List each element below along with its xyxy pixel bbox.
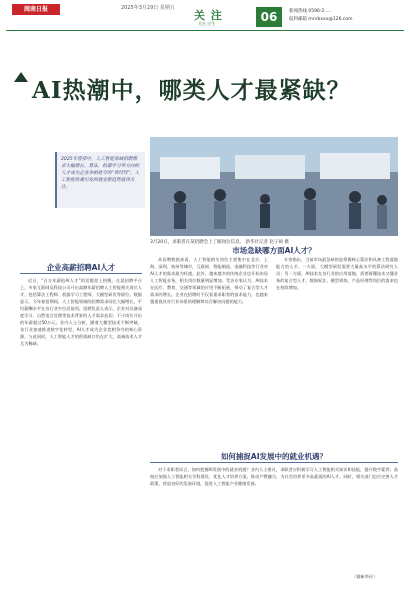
photo-caption: 3月20日，求职者在某招聘会上了解岗位信息。 新华社记者 赵子硕 摄 [150,240,289,245]
section-heading-3: 如何捕捉AI发展中的就业机遇？ [220,452,328,461]
section-heading-3-rule [150,462,398,463]
section-heading-2: 市场急缺哪方面AI人才？ [232,246,316,255]
body-text-4: 对于求职者而言，如何把握AI发展中的就业机遇？业内人士建议，求职者应积极学习人工智能相关知识和技能，提升数字素养；高校应加强人工智能相关学科建设，优化人才培养方案，推动产教融合，为社会培养更多高素质的AI人才。同时，相关部门也应完善人才政策，营造良好的发展环境，促进人工智能产业健康发展。 [150,467,398,486]
lead-summary: 2025年春招中，人工智能领域招聘需求大幅增长。算法、机器学习等方向的人才成为企业争相抢夺的“香饽饽”。人工智能热潮引发的就业新趋势值得关注。 [55,152,145,208]
section-heading-1-rule [20,273,142,274]
contact-info [289,8,353,24]
body-column-3 [276,256,398,451]
body-text-3: 专家指出，当前市场最急缺的是掌握核心算法和具备工程落地能力的人才。一方面，大模型研发需要大量高水平的算法研究人员；另一方面，AI技术在各行业的应用落地，需要既懂技术又懂业务的复合型人才。数据标注、模型训练、产品经理等岗位的需求也在持续增加。 [276,257,398,290]
news-photo [150,137,398,236]
body-column-1 [20,277,142,582]
masthead-rule [6,30,404,31]
body-text-1: 近日，“百万年薪抢AI人才”的话题登上热搜。在某招聘平台上，多家互联网及科技公司开出高额年薪招聘人工智能相关岗位人才，包括算法工程师、机器学习工程师、大模型研发等职位。数据显示，今年春招期间，人工智能领域的招聘需求同比大幅增长，平均薪酬水平在各行业中位居前列。招聘负责人表示，企业对具备深度学习、自然语言处理等技术背景的人才需求迫切，不少岗位开出的年薪超过50万元。业内人士分析，随着大模型技术不断突破，各行业加速推进数字化转型，AI人才成为企业竞相争夺的核心资源。与此同时，人工智能人才的供需缺口仍在扩大，高端技术人才尤为稀缺。 [20,278,142,346]
section-heading-1: 企业高薪招聘AI人才 [46,263,116,272]
body-column-2 [150,256,268,451]
masthead [6,4,404,30]
page-number: 06 [256,7,282,27]
headline: AI热潮中，哪类人才最紧缺？ [32,77,351,104]
article-source: （据新华社） [352,574,378,579]
headline-ornament-icon [14,72,28,82]
issue-date: 2025年3月29日 星期五 [121,5,175,11]
section-title: 关 注 [194,9,223,22]
body-column-4 [150,466,398,570]
contact-hotline: 新闻热线 0596-2..... [289,9,332,14]
contact-email: 报料邮箱 mnrbxxx@126.com [289,17,353,22]
section-subtitle: 关注 民生 [198,21,216,26]
newspaper-logo: 闽南日报 [12,4,60,15]
body-text-2: 从招聘数据来看，人工智能相关岗位主要集中在北京、上海、深圳、杭州等城市，互联网、智能制造、金融科技等行业对AI人才的需求最为旺盛。此外，越来越多的传统企业也开始布局人工智能业务，相关岗位数量明显增加。受访专家认为，AI技术在医疗、教育、交通等领域的应用不断拓展，带动了复合型人才需求的增长。企业在招聘时不仅看重求职者的技术能力，也越来越重视其对行业场景的理解和综合解决问题的能力。 [150,257,268,304]
